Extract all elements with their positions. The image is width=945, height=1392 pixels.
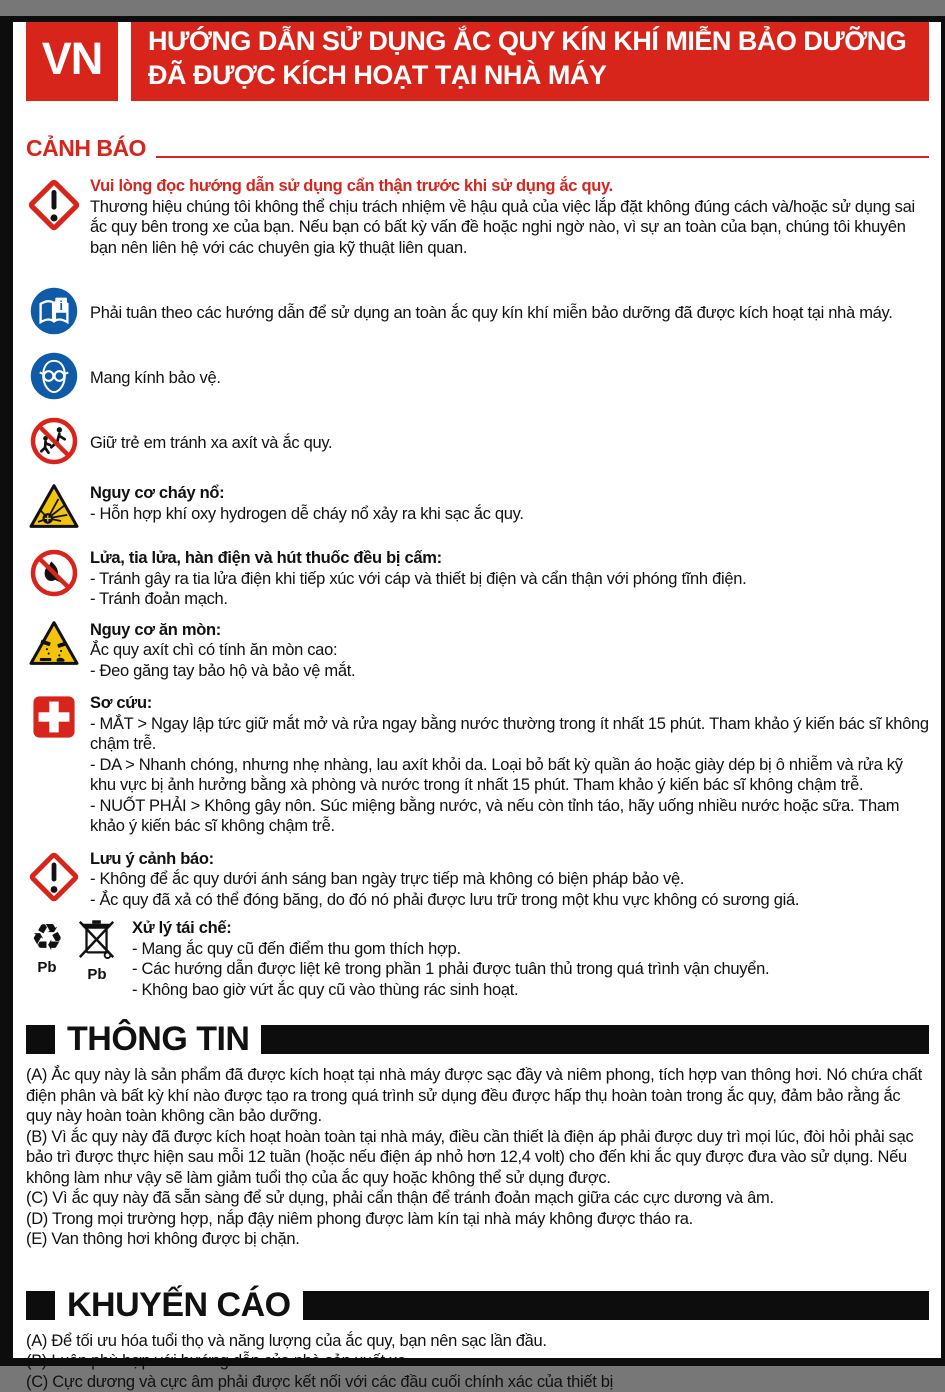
warning-item-recycling xyxy=(24,918,929,1000)
info-paragraph-b: (B) Vì ắc quy này đã được kích hoạt hoàn toàn tại nhà máy, điều cần thiết là điện áp phải được duy trì mọi lúc, đòi hỏi phải sạc bảo trì được thực hiện sau mỗi 12 tuần (hoặc nếu điện áp nhỏ hơn 12,4 volt) cho đến khi ắc quy được đưa vào sử dụng. Nếu không làm như vậy sẽ làm giảm tuổi thọ của ắc quy hoặc không thể sử dụng được. xyxy=(26,1127,929,1189)
corrosion-hazard-icon xyxy=(29,620,79,671)
explosion-hazard-icon xyxy=(29,483,79,534)
warning-title: Nguy cơ ăn mòn: xyxy=(90,620,929,641)
warnings-heading-rule xyxy=(156,156,929,158)
scan-edge-bottom xyxy=(0,1358,945,1366)
info-paragraph-c: (C) Vì ắc quy này đã sẵn sàng để sử dụng, phải cẩn thận để tránh đoản mạch giữa các cực dương và âm. xyxy=(26,1188,929,1209)
no-fire-smoking-icon xyxy=(29,548,79,603)
info-paragraph-d: (D) Trong mọi trường hợp, nắp đậy niêm phong được làm kín tại nhà máy không được tháo ra. xyxy=(26,1209,929,1230)
warning-line: - Đeo găng tay bảo hộ và bảo vệ mắt. xyxy=(90,661,929,682)
header xyxy=(26,16,929,101)
warnings-heading xyxy=(26,135,929,162)
warning-line: - Ắc quy đã xả có thể đóng băng, do đó nó phải được lưu trữ trong một khu vực không có sương giá. xyxy=(90,890,929,911)
warning-line: - Không để ắc quy dưới ánh sáng ban ngày trực tiếp mà không có biện pháp bảo vệ. xyxy=(90,869,929,890)
advice-section-title: KHUYẾN CÁO xyxy=(67,1286,291,1325)
warning-item-read-carefully xyxy=(24,176,929,258)
scan-edge-left xyxy=(0,16,13,1366)
info-section-header xyxy=(26,1020,929,1059)
warning-item-no-fire xyxy=(24,548,929,610)
warning-title: Lửa, tia lửa, hàn điện và hút thuốc đều bị cấm: xyxy=(90,548,929,569)
warning-item-wear-goggles xyxy=(24,351,929,406)
warning-line: - NUỐT PHẢI > Không gây nôn. Súc miệng bằng nước, và nếu còn tỉnh táo, hãy uống nhiều nước hoặc sữa. Tham khảo ý kiến bác sĩ không chậm trễ. xyxy=(90,796,929,837)
warning-body: Thương hiệu chúng tôi không thể chịu trách nhiệm về hậu quả của việc lắp đặt không đúng cách và/hoặc sử dụng sai ắc quy bên trong xe của bạn. Nếu bạn có bất kỳ vấn đề hoặc nghi ngờ nào, vì sự an toàn của bạn, chúng tôi khuyên bạn nên liên hệ với các chuyên gia kỹ thuật liên quan. xyxy=(90,197,929,259)
warning-line: - Mang ắc quy cũ đến điểm thu gom thích hợp. xyxy=(132,939,929,960)
language-badge: VN xyxy=(26,16,118,101)
advice-paragraph-a: (A) Để tối ưu hóa tuổi thọ và năng lượng của ắc quy, bạn nên sạc lần đầu. xyxy=(26,1331,929,1352)
warning-line: - Không bao giờ vứt ắc quy cũ vào thùng rác sinh hoạt. xyxy=(132,980,929,1001)
keep-children-away-icon xyxy=(29,416,79,471)
warning-line: - Tránh gây ra tia lửa điện khi tiếp xúc với cáp và thiết bị điện và cẩn thận với phóng tĩnh điện. xyxy=(90,569,929,590)
warning-item-caution-notes xyxy=(24,849,929,911)
advice-section-header xyxy=(26,1286,929,1325)
warning-line: - Các hướng dẫn được liệt kê trong phần 1 phải được tuân thủ trong quá trình vận chuyển. xyxy=(132,959,929,980)
warning-line: - MẮT > Ngay lập tức giữ mắt mở và rửa ngay bằng nước thường trong ít nhất 15 phút. Tham khảo ý kiến bác sĩ không chậm trễ. xyxy=(90,714,929,755)
warning-item-explosion xyxy=(24,483,929,534)
info-section-title: THÔNG TIN xyxy=(67,1020,249,1059)
section-black-bar xyxy=(303,1291,929,1320)
warning-title: Xử lý tái chế: xyxy=(132,918,929,939)
svg-text:i: i xyxy=(60,299,63,313)
warning-title: Lưu ý cảnh báo: xyxy=(90,849,929,870)
wear-goggles-icon xyxy=(29,351,79,406)
warning-text: Mang kính bảo vệ. xyxy=(90,368,929,389)
warning-title: Nguy cơ cháy nổ: xyxy=(90,483,929,504)
scan-edge-top xyxy=(0,16,945,22)
warning-text: Giữ trẻ em tránh xa axít và ắc quy. xyxy=(90,433,929,454)
advice-paragraph-c: (C) Cực dương và cực âm phải được kết nối với các đầu cuối chính xác của thiết bị xyxy=(26,1372,929,1392)
warning-text: Phải tuân theo các hướng dẫn để sử dụng an toàn ắc quy kín khí miễn bảo dưỡng đã được kích hoạt tại nhà máy. xyxy=(90,303,929,324)
instruction-sheet xyxy=(0,16,945,1366)
warning-line: - Hỗn hợp khí oxy hydrogen dễ cháy nổ xảy ra khi sạc ắc quy. xyxy=(90,504,929,525)
warning-line: - DA > Nhanh chóng, nhưng nhẹ nhàng, lau axít khỏi da. Loại bỏ bất kỳ quần áo hoặc giày dép bị ô nhiễm và rửa kỹ khu vực bị ảnh hưởng bằng xà phòng và nước trong ít nhất 15 phút. Tham khảo ý kiến bác sĩ không chậm trễ. xyxy=(90,755,929,796)
crossed-wheelie-bin-icon xyxy=(77,918,117,965)
title-line-2: ĐÃ ĐƯỢC KÍCH HOẠT TẠI NHÀ MÁY xyxy=(148,58,912,92)
section-black-bar xyxy=(261,1025,929,1054)
info-paragraph-e: (E) Van thông hơi không được bị chặn. xyxy=(26,1229,929,1250)
warning-title: Sơ cứu: xyxy=(90,693,929,714)
recycle-lead-icons xyxy=(24,918,120,982)
read-manual-icon xyxy=(29,286,79,341)
warning-item-keep-children-away xyxy=(24,416,929,471)
lead-pb-label: Pb xyxy=(37,960,56,975)
section-square-marker xyxy=(26,1291,55,1320)
info-paragraphs xyxy=(26,1065,929,1250)
warning-list xyxy=(24,176,929,1000)
info-paragraph-a: (A) Ắc quy này là sản phẩm đã được kích hoạt tại nhà máy được sạc đầy và niêm phong, tích hợp van thông hơi. Nó chứa chất điện phân và bất kỳ khí nào được tạo ra trong quá trình sử dụng đều được hấp thụ hoàn toàn trong ắc quy, đảm bảo rằng ắc quy này hoàn toàn không cần bảo dưỡng. xyxy=(26,1065,929,1127)
ghs-exclamation-diamond-icon xyxy=(25,176,83,239)
recycle-symbol-icon: ♻ xyxy=(31,918,64,958)
warning-line: Ắc quy axít chì có tính ăn mòn cao: xyxy=(90,640,929,661)
warning-item-first-aid xyxy=(24,693,929,837)
warning-line: - Tránh đoản mạch. xyxy=(90,589,929,610)
section-square-marker xyxy=(26,1025,55,1054)
warnings-heading-label: CẢNH BÁO xyxy=(26,135,146,162)
title-line-1: HƯỚNG DẪN SỬ DỤNG ẮC QUY KÍN KHÍ MIỄN BẢO DƯỠNG xyxy=(148,24,912,58)
ghs-exclamation-diamond-icon xyxy=(26,849,82,910)
warning-lead: Vui lòng đọc hướng dẫn sử dụng cẩn thận trước khi sử dụng ắc quy. xyxy=(90,176,929,197)
scan-edge-right xyxy=(941,16,945,1366)
lead-pb-label: Pb xyxy=(87,967,106,982)
first-aid-cross-icon xyxy=(30,693,78,746)
warning-item-follow-instructions xyxy=(24,286,929,341)
document-title xyxy=(131,16,929,101)
warning-item-corrosion xyxy=(24,620,929,682)
